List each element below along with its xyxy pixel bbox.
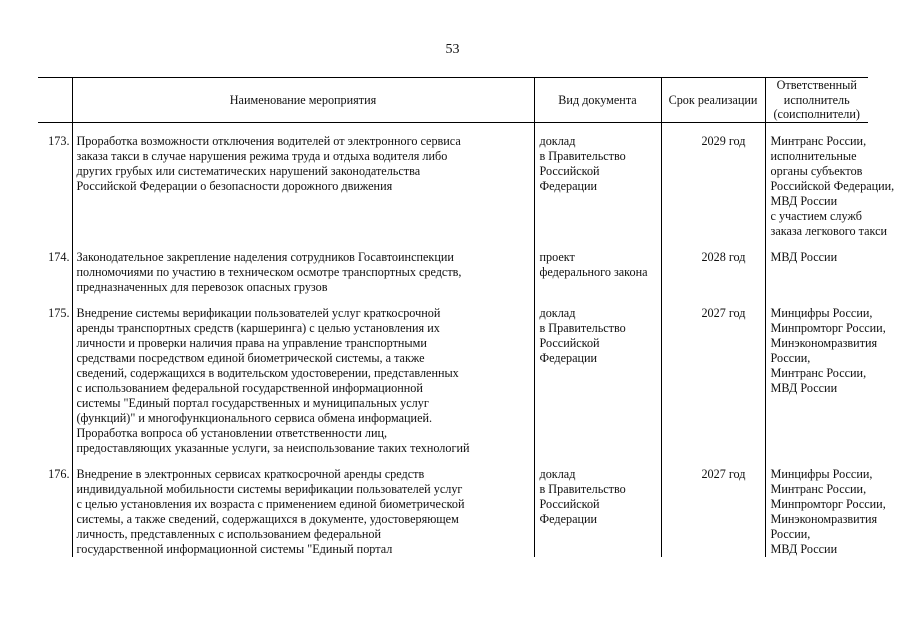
- responsible-line: МВД России: [770, 250, 838, 264]
- responsible-line: МВД России: [770, 381, 838, 395]
- implementation-term: 2027 год: [661, 467, 765, 557]
- responsible-line: Минэкономразвития: [770, 336, 878, 350]
- measure-name-line: индивидуальной мобильности системы верификации пользователей услуг: [76, 482, 463, 496]
- spacer-cell: [661, 456, 765, 467]
- measure-name-line: средствами посредством единой биометрической системы, а также: [76, 351, 425, 365]
- responsible-line: Минпромторг России,: [770, 321, 886, 335]
- responsible-line: исполнительные: [770, 149, 857, 163]
- spacer-cell: [72, 456, 534, 467]
- responsible-line: России,: [770, 351, 811, 365]
- measure-name-line: государственной информационной системы "Единый портал: [76, 542, 393, 556]
- measure-name-line: личности и проверки наличия права на управление транспортными: [76, 336, 427, 350]
- header-doc-type: Вид документа: [534, 78, 661, 123]
- document-type-line: доклад: [539, 134, 576, 148]
- document-type-line: доклад: [539, 306, 576, 320]
- responsible-line: Минэкономразвития: [770, 512, 878, 526]
- measure-name-line: Проработка вопроса об установлении ответственности лиц,: [76, 426, 388, 440]
- document-type-line: Федерации: [539, 351, 598, 365]
- row-spacer: [38, 239, 868, 250]
- document-type-line: Федерации: [539, 512, 598, 526]
- measure-name-line: Проработка возможности отключения водителей от электронного сервиса: [76, 134, 461, 148]
- row-spacer: [38, 123, 868, 135]
- document-type: [534, 306, 661, 456]
- responsible-line: Минтранс России,: [770, 366, 867, 380]
- measure-name: [72, 134, 534, 239]
- spacer-cell: [72, 123, 534, 135]
- item-number: 176.: [48, 467, 70, 481]
- responsible-executor: [765, 306, 886, 456]
- spacer-cell: [661, 123, 765, 135]
- row-spacer: [38, 295, 868, 306]
- responsible-executor: [765, 250, 868, 295]
- measure-name-line: системы "Единый портал государственных и муниципальных услуг: [76, 396, 429, 410]
- item-number: 174.: [48, 250, 70, 264]
- page-number: 53: [445, 42, 460, 57]
- spacer-cell: [765, 239, 868, 250]
- responsible-executor: [765, 467, 886, 557]
- measure-name-line: (функций)" и многофункционального сервиса обмена информацией.: [76, 411, 433, 425]
- measure-name: [72, 306, 534, 456]
- spacer-cell: [72, 239, 534, 250]
- measure-name-line: личность, представленных с использованием федеральной: [76, 527, 382, 541]
- measure-name-line: с целью установления их возраста с применением единой биометрической: [76, 497, 465, 511]
- implementation-term: 2027 год: [661, 306, 765, 456]
- table-row: [38, 467, 868, 557]
- implementation-term: 2028 год: [661, 250, 765, 295]
- spacer-cell: [38, 295, 72, 306]
- spacer-cell: [534, 295, 661, 306]
- measure-name-line: полномочиями по участию в техническом осмотре транспортных средств,: [76, 265, 462, 279]
- measure-name-line: предоставляющих указанные услуги, за неиспользование таких технологий: [76, 441, 470, 455]
- responsible-line: Минпромторг России,: [770, 497, 886, 511]
- responsible-line: с участием служб: [770, 209, 862, 223]
- spacer-cell: [72, 295, 534, 306]
- measure-name-line: других грубых или систематических нарушений законодательства: [76, 164, 421, 178]
- measure-name-line: с использованием федеральной государственной информационной: [76, 381, 423, 395]
- document-type: [534, 134, 661, 239]
- measure-name-line: Внедрение в электронных сервисах краткосрочной аренды средств: [76, 467, 425, 481]
- measure-name-line: сведений, содержащихся в водительском удостоверении, представленных: [76, 366, 459, 380]
- table-row: [38, 250, 868, 295]
- responsible-line: МВД России: [770, 542, 838, 556]
- measure-name-line: аренды транспортных средств (каршеринга) с целью установления их: [76, 321, 440, 335]
- spacer-cell: [534, 456, 661, 467]
- document-type-line: Российской: [539, 164, 600, 178]
- spacer-cell: [38, 239, 72, 250]
- spacer-cell: [661, 239, 765, 250]
- responsible-line: Минцифры России,: [770, 467, 873, 481]
- measure-name-line: заказа такси в случае нарушения режима труда и отдыха водителя либо: [76, 149, 448, 163]
- responsible-line: Российской Федерации,: [770, 179, 895, 193]
- responsible-line: органы субъектов: [770, 164, 863, 178]
- header-responsible: [765, 78, 868, 123]
- document-type-line: Российской: [539, 497, 600, 511]
- implementation-term: 2029 год: [661, 134, 765, 239]
- item-number: 175.: [48, 306, 70, 320]
- measure-name-line: Российской Федерации о безопасности дорожного движения: [76, 179, 393, 193]
- document-type: [534, 250, 661, 295]
- measure-name-line: системы, а также сведений, содержащихся в документе, удостоверяющем: [76, 512, 459, 526]
- table-row: [38, 306, 868, 456]
- responsible-line: Минтранс России,: [770, 482, 867, 496]
- spacer-cell: [765, 295, 868, 306]
- measure-name-line: предназначенных для перевозок опасных грузов: [76, 280, 328, 294]
- responsible-line: Минцифры России,: [770, 306, 873, 320]
- measure-name-line: Законодательное закрепление наделения сотрудников Госавтоинспекции: [76, 250, 454, 264]
- header-responsible-line: (соисполнители): [773, 107, 860, 122]
- document-type-line: в Правительство: [539, 482, 626, 496]
- measure-name-line: Внедрение системы верификации пользователей услуг краткосрочной: [76, 306, 441, 320]
- header-responsible-line: исполнитель: [783, 92, 850, 107]
- header-number: [38, 78, 72, 123]
- document-type-line: Российской: [539, 336, 600, 350]
- table-body: [38, 123, 895, 558]
- document-type-line: Федерации: [539, 179, 598, 193]
- row-spacer: [38, 456, 868, 467]
- responsible-line: МВД России: [770, 194, 838, 208]
- document-type-line: доклад: [539, 467, 576, 481]
- document-type-line: в Правительство: [539, 321, 626, 335]
- document-type-line: проект: [539, 250, 575, 264]
- spacer-cell: [534, 239, 661, 250]
- responsible-executor: [765, 134, 895, 239]
- spacer-cell: [38, 456, 72, 467]
- spacer-cell: [534, 123, 661, 135]
- responsible-line: заказа легкового такси: [770, 224, 888, 238]
- spacer-cell: [38, 123, 72, 135]
- spacer-cell: [661, 295, 765, 306]
- measures-table: [38, 77, 895, 557]
- item-number: 173.: [48, 134, 70, 148]
- document-type: [534, 467, 661, 557]
- document-type-line: федерального закона: [539, 265, 648, 279]
- table-header: [38, 78, 868, 123]
- responsible-line: России,: [770, 527, 811, 541]
- measure-name: [72, 467, 534, 557]
- header-responsible-line: Ответственный: [776, 78, 857, 93]
- spacer-cell: [765, 123, 868, 135]
- header-name: Наименование мероприятия: [72, 78, 534, 123]
- measure-name: [72, 250, 534, 295]
- document-type-line: в Правительство: [539, 149, 626, 163]
- table-row: [38, 134, 868, 239]
- responsible-line: Минтранс России,: [770, 134, 867, 148]
- header-term: Срок реализации: [661, 78, 765, 123]
- spacer-cell: [765, 456, 868, 467]
